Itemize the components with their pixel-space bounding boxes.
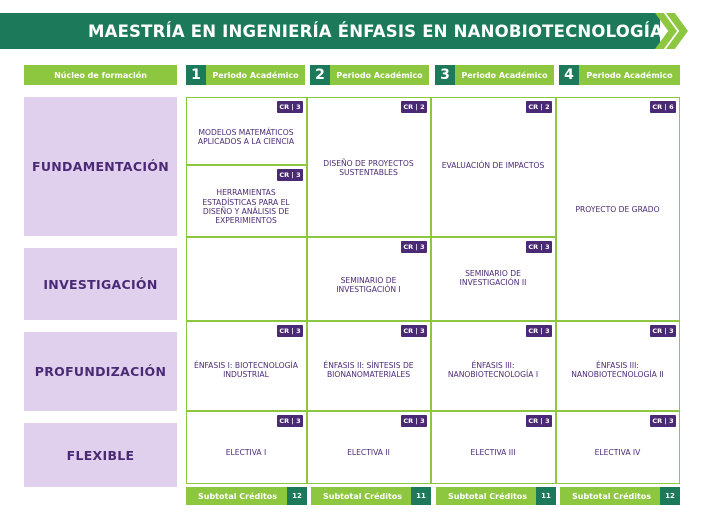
course-name: ELECTIVA II — [347, 448, 390, 458]
credits-badge: CR | 3 — [401, 325, 427, 337]
period-label: Periodo Académico — [461, 70, 548, 80]
course-name: ELECTIVA IV — [594, 448, 641, 458]
credits-badge: CR | 6 — [650, 101, 676, 113]
course-name: ÉNFASIS III: NANOBIOTECNOLOGÍA II — [571, 360, 664, 379]
course-cell — [307, 237, 431, 321]
subtotal-label: Subtotal Créditos — [448, 491, 528, 501]
credits-badge: CR | 3 — [277, 101, 303, 113]
subtotal-value: 11 — [536, 487, 556, 505]
course-name: DISEÑO DE PROYECTOS SUSTENTABLES — [323, 158, 414, 177]
course-name: ÉNFASIS I: BIOTECNOLOGÍA INDUSTRIAL — [194, 360, 298, 379]
credits-badge: CR | 3 — [526, 325, 552, 337]
subtotal-3 — [436, 487, 556, 505]
course-cell — [431, 97, 556, 237]
subtotal-4 — [560, 487, 680, 505]
course-cell — [186, 321, 307, 411]
course-cell — [556, 321, 680, 411]
credits-badge: CR | 3 — [401, 415, 427, 427]
course-name: ELECTIVA III — [470, 448, 516, 458]
period-number: 4 — [559, 65, 579, 85]
course-name: MODELOS MATEMÁTICOS APLICADOS A LA CIENCIA — [197, 127, 295, 146]
empty-cell — [186, 237, 307, 321]
period-header-2 — [310, 65, 429, 85]
course-name: SEMINARIO DE INVESTIGACIÓN I — [336, 275, 401, 294]
subtotal-value: 12 — [287, 487, 307, 505]
credits-badge: CR | 3 — [526, 415, 552, 427]
course-name: ELECTIVA I — [225, 448, 267, 458]
credits-badge: CR | 2 — [401, 101, 427, 113]
category-fundamentacion: FUNDAMENTACIÓN — [24, 97, 177, 236]
subtotal-value: 11 — [411, 487, 431, 505]
credits-badge: CR | 3 — [401, 241, 427, 253]
course-cell — [307, 321, 431, 411]
course-cell — [186, 165, 307, 237]
course-name: HERRAMIENTAS ESTADÍSTICAS PARA EL DISEÑO Y ANÁLISIS DE EXPERIMIENTOS — [202, 188, 290, 226]
course-cell — [307, 411, 431, 484]
subtotal-1 — [186, 487, 307, 505]
subtotal-2 — [311, 487, 431, 505]
credits-badge: CR | 3 — [526, 241, 552, 253]
course-cell — [186, 97, 307, 165]
period-header-3 — [435, 65, 554, 85]
credits-badge: CR | 2 — [526, 101, 552, 113]
page-title: MAESTRÍA EN INGENIERÍA ÉNFASIS EN NANOBIOTECNOLOGÍA — [0, 13, 660, 49]
period-number: 2 — [310, 65, 330, 85]
period-header-1 — [186, 65, 305, 85]
course-cell — [556, 97, 680, 321]
course-cell — [431, 237, 556, 321]
subtotal-label: Subtotal Créditos — [198, 491, 278, 501]
course-name: PROYECTO DE GRADO — [575, 205, 660, 215]
period-label: Periodo Académico — [586, 70, 673, 80]
category-profundizacion: PROFUNDIZACIÓN — [24, 332, 177, 411]
course-cell — [556, 411, 680, 484]
course-name: EVALUACIÓN DE IMPACTOS — [441, 161, 545, 171]
period-number: 1 — [186, 65, 206, 85]
course-cell — [186, 411, 307, 484]
credits-badge: CR | 3 — [277, 415, 303, 427]
subtotal-label: Subtotal Créditos — [323, 491, 403, 501]
credits-badge: CR | 3 — [650, 415, 676, 427]
credits-badge: CR | 3 — [277, 325, 303, 337]
credits-badge: CR | 3 — [277, 169, 303, 181]
period-header-4 — [559, 65, 680, 85]
nucleo-header: Núcleo de formación — [24, 65, 177, 85]
period-label: Periodo Académico — [336, 70, 423, 80]
course-cell — [431, 411, 556, 484]
category-investigacion: INVESTIGACIÓN — [24, 248, 177, 320]
credits-badge: CR | 3 — [650, 325, 676, 337]
course-name: ÉNFASIS III: NANOBIOTECNOLOGÍA I — [447, 360, 539, 379]
course-name: ÉNFASIS II: SÍNTESIS DE BIONANOMATERIALES — [323, 360, 414, 379]
subtotal-label: Subtotal Créditos — [572, 491, 652, 501]
course-name: SEMINARIO DE INVESTIGACIÓN II — [459, 268, 527, 287]
course-cell — [431, 321, 556, 411]
subtotal-value: 12 — [660, 487, 680, 505]
period-number: 3 — [435, 65, 455, 85]
period-label: Periodo Académico — [212, 70, 299, 80]
category-flexible: FLEXIBLE — [24, 423, 177, 487]
course-cell — [307, 97, 431, 237]
